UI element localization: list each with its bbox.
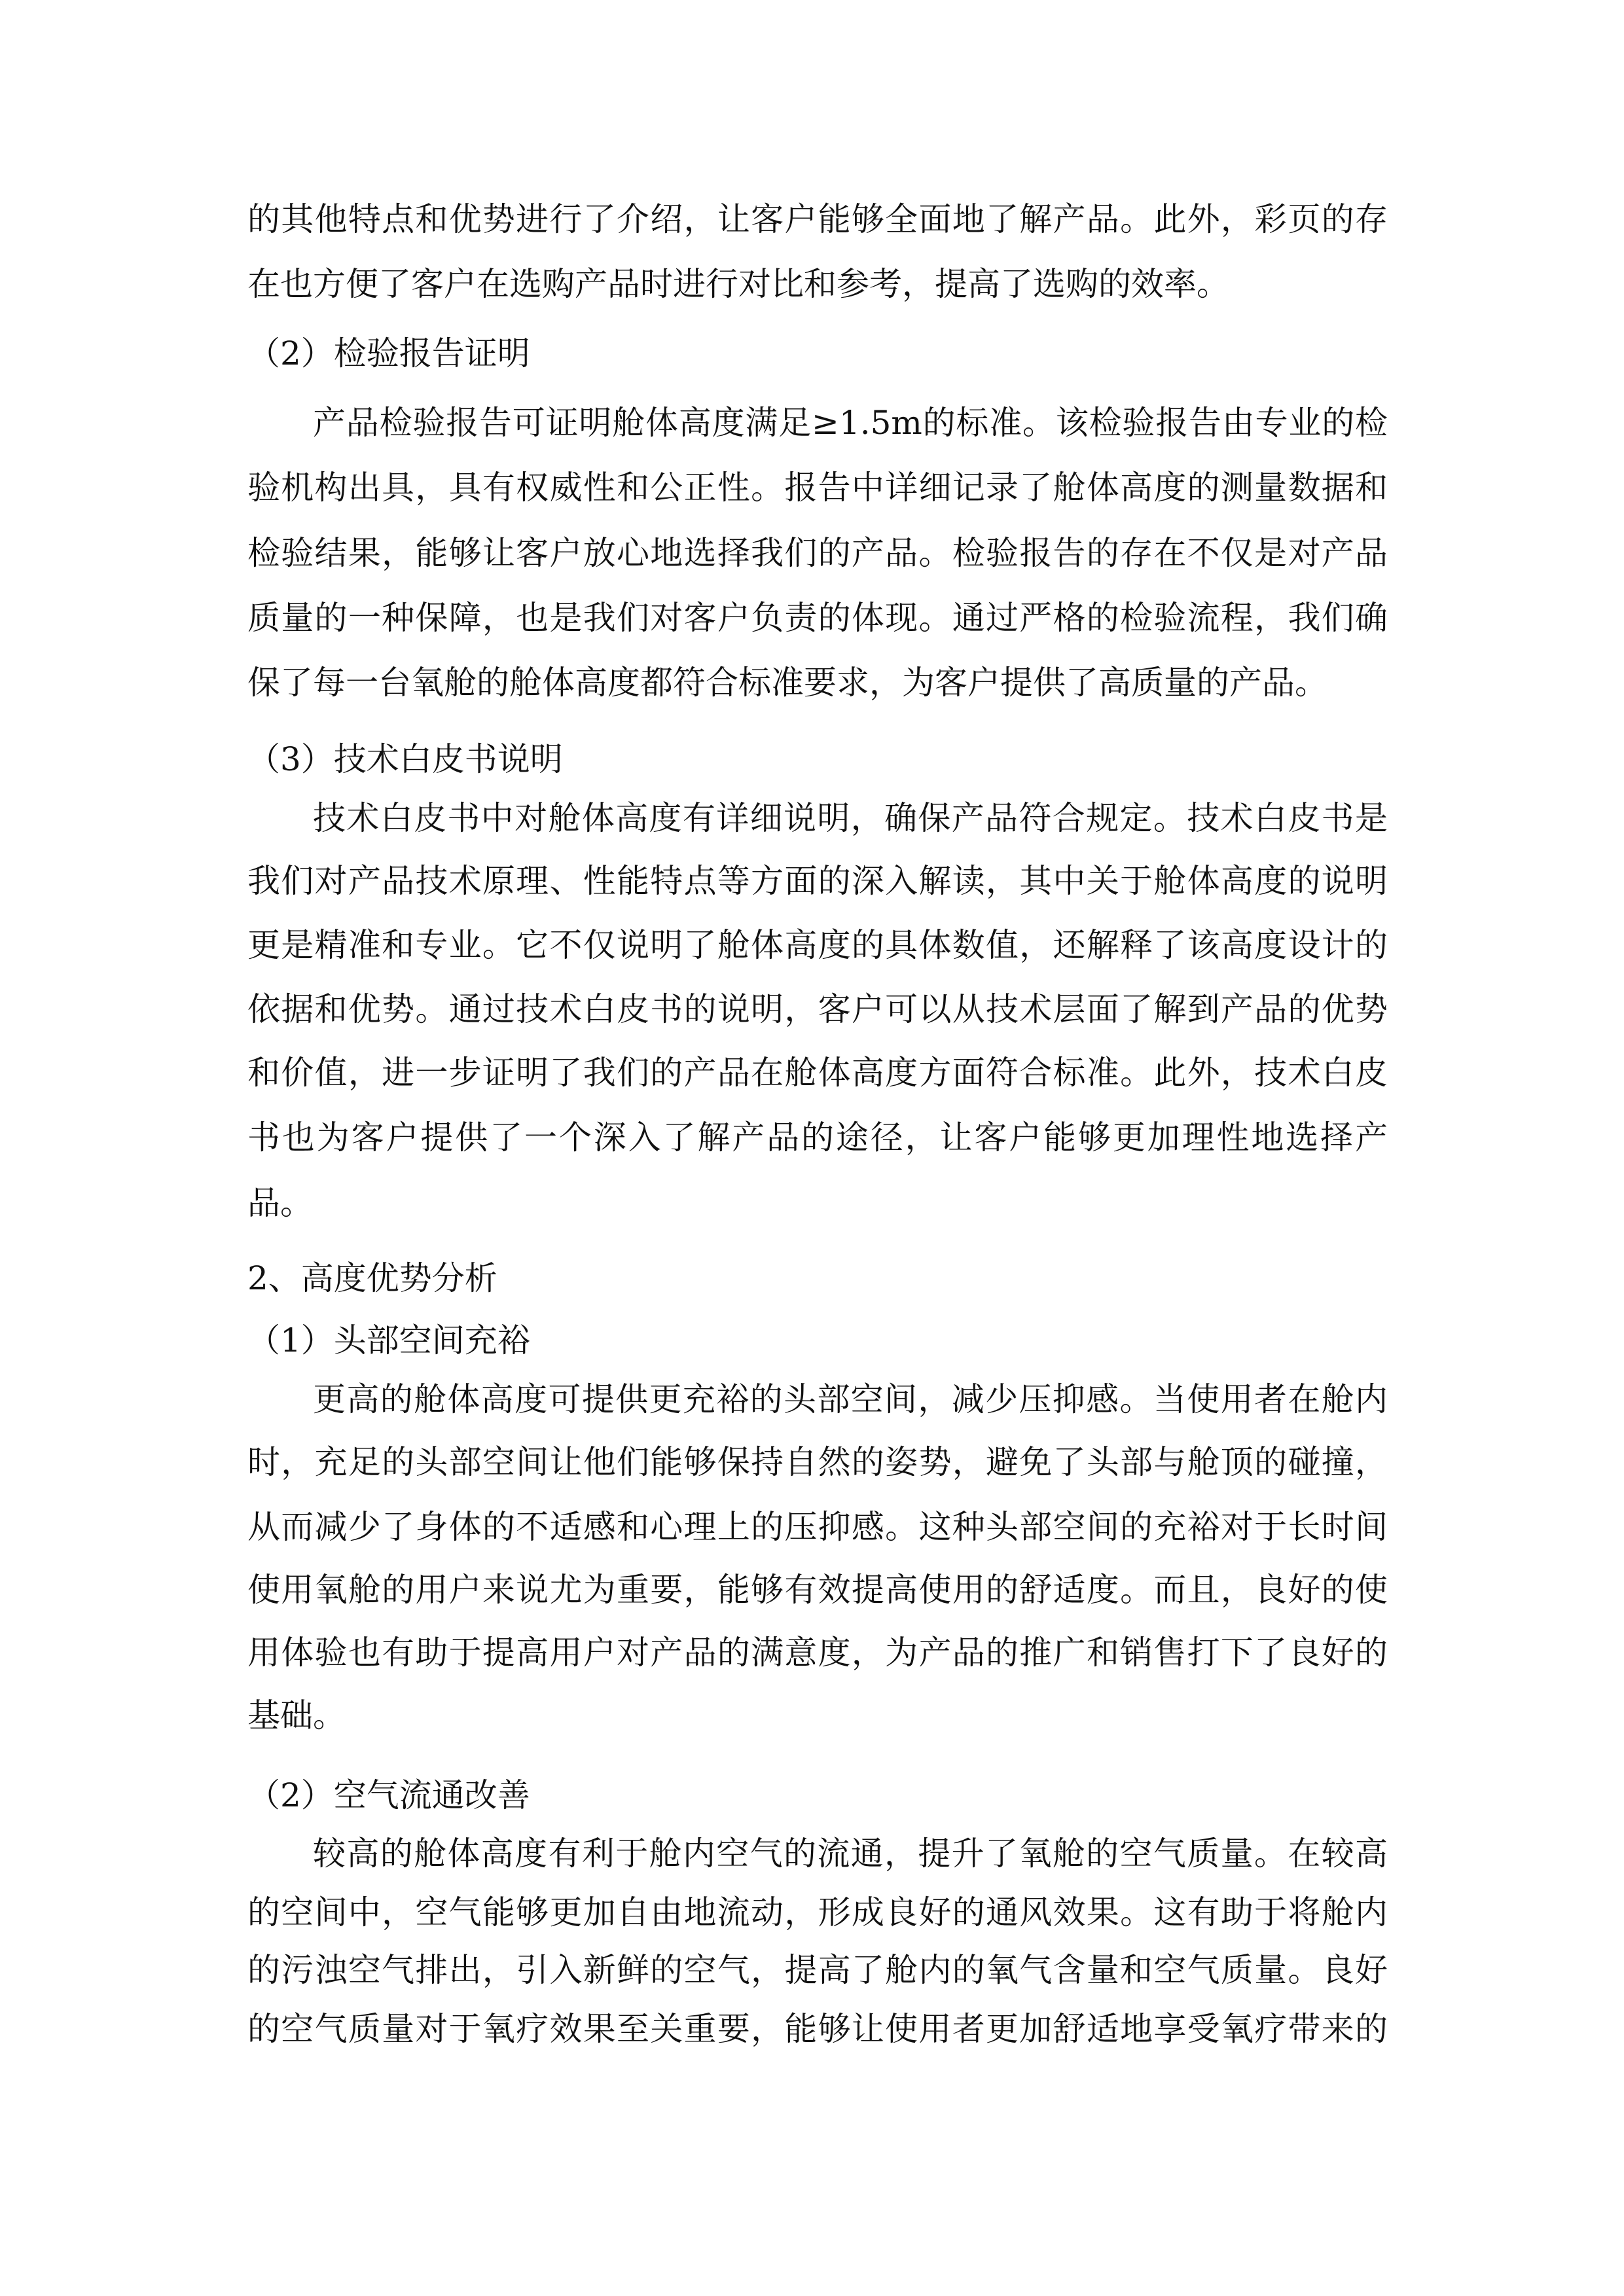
paragraph-line: 技术白皮书中对舱体高度有详细说明，确保产品符合规定。技术白皮书是 xyxy=(313,799,1388,837)
paragraph-line: 产品检验报告可证明舱体高度满足≥1.5m的标准。该检验报告由专业的检 xyxy=(313,404,1388,442)
paragraph-line: 更高的舱体高度可提供更充裕的头部空间，减少压抑感。当使用者在舱内 xyxy=(313,1380,1388,1418)
section-heading: （1）头部空间充裕 xyxy=(247,1321,530,1359)
paragraph-line: 质量的一种保障，也是我们对客户负责的体现。通过严格的检验流程，我们确 xyxy=(247,599,1388,637)
paragraph-line: 依据和优势。通过技术白皮书的说明，客户可以从技术层面了解到产品的优势 xyxy=(247,990,1388,1028)
paragraph-line: 检验结果，能够让客户放心地选择我们的产品。检验报告的存在不仅是对产品 xyxy=(247,534,1388,572)
section-heading: （2）空气流通改善 xyxy=(247,1776,530,1814)
section-heading: 2、高度优势分析 xyxy=(247,1259,497,1297)
paragraph-line: 的污浊空气排出，引入新鲜的空气，提高了舱内的氧气含量和空气质量。良好 xyxy=(247,1951,1388,1989)
paragraph-line: 的空气质量对于氧疗效果至关重要，能够让使用者更加舒适地享受氧疗带来的 xyxy=(247,2010,1388,2048)
paragraph-line: 品。 xyxy=(247,1184,313,1222)
paragraph-line: 用体验也有助于提高用户对产品的满意度，为产品的推广和销售打下了良好的 xyxy=(247,1634,1388,1672)
paragraph-line: 从而减少了身体的不适感和心理上的压抑感。这种头部空间的充裕对于长时间 xyxy=(247,1508,1388,1546)
paragraph-line: 验机构出具，具有权威性和公正性。报告中详细记录了舱体高度的测量数据和 xyxy=(247,469,1388,507)
section-heading: （2）检验报告证明 xyxy=(247,334,530,372)
paragraph-line: 保了每一台氧舱的舱体高度都符合标准要求，为客户提供了高质量的产品。 xyxy=(247,664,1327,702)
paragraph-line: 的空间中，空气能够更加自由地流动，形成良好的通风效果。这有助于将舱内 xyxy=(247,1893,1388,1931)
paragraph-line: 较高的舱体高度有利于舱内空气的流通，提升了氧舱的空气质量。在较高 xyxy=(313,1835,1388,1873)
paragraph-line: 使用氧舱的用户来说尤为重要，能够有效提高使用的舒适度。而且，良好的使 xyxy=(247,1571,1388,1609)
section-heading: （3）技术白皮书说明 xyxy=(247,740,563,778)
paragraph-line: 在也方便了客户在选购产品时进行对比和参考，提高了选购的效率。 xyxy=(247,265,1229,303)
paragraph-line: 书也为客户提供了一个深入了解产品的途径，让客户能够更加理性地选择产 xyxy=(247,1119,1388,1157)
paragraph-line: 我们对产品技术原理、性能特点等方面的深入解读，其中关于舱体高度的说明 xyxy=(247,862,1388,900)
paragraph-line: 的其他特点和优势进行了介绍，让客户能够全面地了解产品。此外，彩页的存 xyxy=(247,200,1388,238)
paragraph-line: 更是精准和专业。它不仅说明了舱体高度的具体数值，还解释了该高度设计的 xyxy=(247,926,1388,964)
paragraph-line: 和价值，进一步证明了我们的产品在舱体高度方面符合标准。此外，技术白皮 xyxy=(247,1054,1388,1092)
paragraph-line: 基础。 xyxy=(247,1696,346,1734)
paragraph-line: 时，充足的头部空间让他们能够保持自然的姿势，避免了头部与舱顶的碰撞， xyxy=(247,1443,1388,1481)
